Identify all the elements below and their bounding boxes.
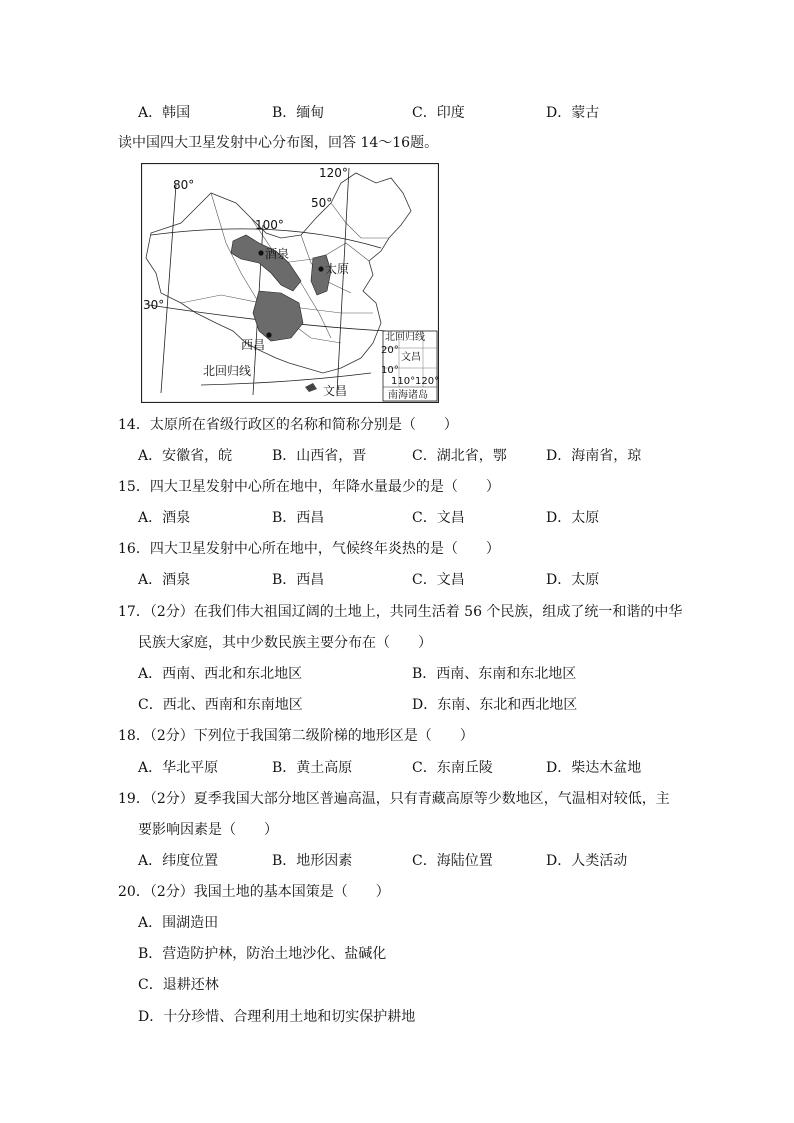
q15-stem: 15．四大卫星发射中心所在地中，年降水量最少的是（ ） bbox=[118, 479, 500, 495]
q17-option-a: A．西南、西北和东北地区 bbox=[138, 666, 303, 682]
inset-city-label: 文昌 bbox=[401, 352, 421, 363]
xichang-marker bbox=[266, 332, 271, 337]
q17-option-b: B．西南、东南和东北地区 bbox=[412, 666, 577, 682]
q15-option-a: A．酒泉 bbox=[138, 510, 191, 526]
q14-stem: 14．太原所在省级行政区的名称和简称分别是（ ） bbox=[118, 417, 458, 433]
lat-30-label: 30° bbox=[143, 298, 165, 312]
q20-option-d: D．十分珍惜、合理利用土地和切实保护耕地 bbox=[138, 1009, 416, 1025]
q20-option-b: B．营造防护林，防治土地沙化、盐碱化 bbox=[138, 946, 387, 962]
inset-tropic-label: 北回归线 bbox=[385, 332, 425, 343]
q17-option-d: D．东南、东北和西北地区 bbox=[412, 697, 578, 713]
q19-option-b: B．地形因素 bbox=[272, 853, 353, 869]
q16-stem: 16．四大卫星发射中心所在地中，气候终年炎热的是（ ） bbox=[118, 541, 500, 557]
q18-option-c: C．东南丘陵 bbox=[412, 760, 493, 776]
wenchang-label: 文昌 bbox=[323, 384, 348, 398]
q20-option-a: A．围湖造田 bbox=[138, 915, 219, 931]
q14-option-a: A．安徽省，皖 bbox=[138, 448, 233, 464]
q18-option-a: A．华北平原 bbox=[138, 760, 219, 776]
tropic-label: 北回归线 bbox=[203, 364, 252, 378]
inset-lon-110-label: 110° bbox=[391, 376, 416, 387]
inset-lat-20-label: 20° bbox=[381, 345, 399, 356]
q20-option-c: C．退耕还林 bbox=[138, 977, 219, 993]
inset-lat-10-label: 10° bbox=[381, 365, 399, 376]
map-intro-text: 读中国四大卫星发射中心分布图，回答 14～16题。 bbox=[118, 135, 439, 151]
jiuquan-marker bbox=[258, 250, 263, 255]
q14-option-d: D．海南省，琼 bbox=[546, 448, 642, 464]
q15-option-b: B．西昌 bbox=[272, 510, 325, 526]
satellite-center-map bbox=[141, 163, 439, 403]
q19-stem-line2: 要影响因素是（ ） bbox=[138, 822, 278, 838]
lat-50-label: 50° bbox=[311, 196, 333, 210]
jiuquan-label: 酒泉 bbox=[265, 247, 290, 261]
q16-option-a: A．酒泉 bbox=[138, 572, 191, 588]
q17-stem-line2: 民族大家庭，其中少数民族主要分布在（ ） bbox=[138, 635, 432, 651]
q19-option-a: A．纬度位置 bbox=[138, 853, 219, 869]
q16-option-b: B．西昌 bbox=[272, 572, 325, 588]
lon-120-label: 120° bbox=[319, 166, 348, 180]
taiyuan-marker bbox=[318, 266, 323, 271]
q13-option-d: D．蒙古 bbox=[546, 105, 600, 121]
q17-option-c: C．西北、西南和东南地区 bbox=[138, 697, 303, 713]
lon-80-label: 80° bbox=[173, 178, 195, 192]
q14-option-c: C．湖北省，鄂 bbox=[412, 448, 507, 464]
q15-option-c: C．文昌 bbox=[412, 510, 465, 526]
q19-stem-line1: 19．（2分）夏季我国大部分地区普遍高温，只有青藏高原等少数地区，气温相对较低，主 bbox=[118, 791, 670, 807]
q18-option-d: D．柴达木盆地 bbox=[546, 760, 642, 776]
south-china-sea-inset bbox=[381, 330, 439, 401]
q13-option-c: C．印度 bbox=[412, 105, 465, 121]
q16-option-d: D．太原 bbox=[546, 572, 600, 588]
q18-option-b: B．黄土高原 bbox=[272, 760, 353, 776]
q14-option-b: B．山西省，晋 bbox=[272, 448, 367, 464]
q18-stem: 18．（2分）下列位于我国第二级阶梯的地形区是（ ） bbox=[118, 728, 474, 744]
q19-option-c: C．海陆位置 bbox=[412, 853, 493, 869]
q17-stem-line1: 17．（2分）在我们伟大祖国辽阔的土地上，共同生活着 56 个民族，组成了统一和谐的中华 bbox=[118, 604, 683, 620]
q15-option-d: D．太原 bbox=[546, 510, 600, 526]
xichang-label: 西昌 bbox=[241, 338, 266, 352]
q13-option-a: A．韩国 bbox=[138, 105, 191, 121]
q13-option-b: B．缅甸 bbox=[272, 105, 325, 121]
inset-caption: 南海诸岛 bbox=[388, 390, 428, 401]
q16-option-c: C．文昌 bbox=[412, 572, 465, 588]
lon-100-label: 100° bbox=[255, 218, 284, 232]
q20-stem: 20．（2分）我国土地的基本国策是（ ） bbox=[118, 884, 390, 900]
taiyuan-label: 太原 bbox=[325, 262, 350, 276]
inset-lon-120-label: 120° bbox=[415, 376, 439, 387]
q19-option-d: D．人类活动 bbox=[546, 853, 628, 869]
